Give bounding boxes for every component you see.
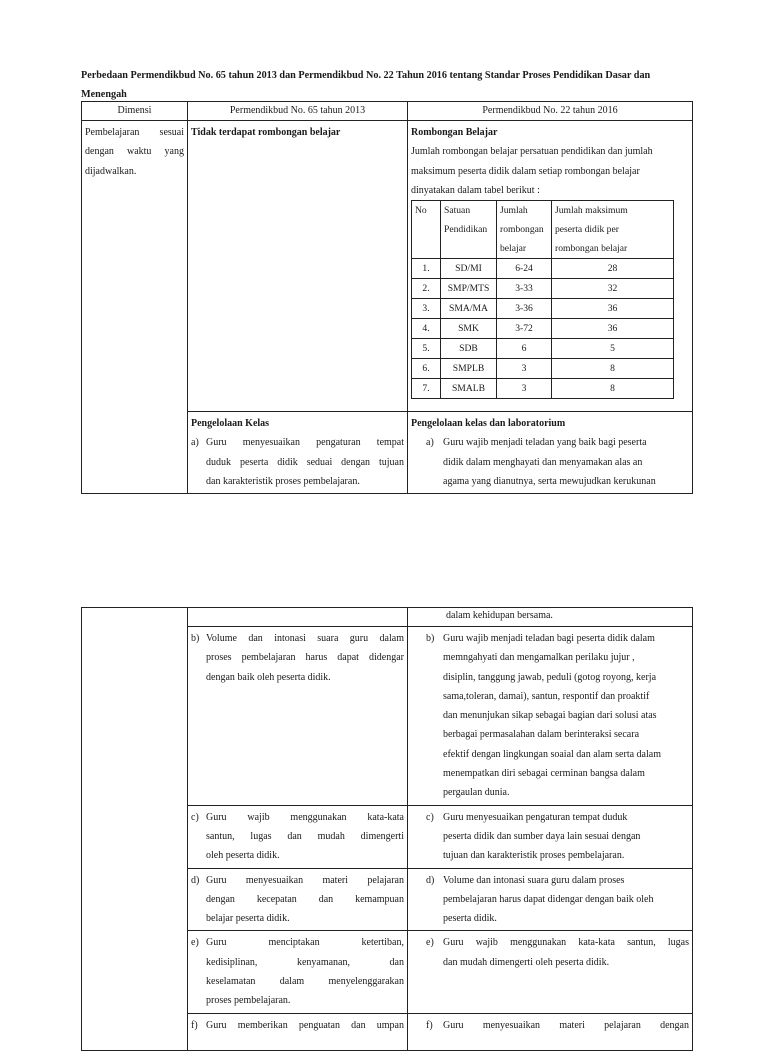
- item-label: d): [426, 874, 435, 886]
- table-row: [412, 339, 674, 359]
- header-dimensi: Dimensi: [82, 102, 188, 121]
- cell-maks: 8: [552, 359, 674, 379]
- cell-rombel: 3-36: [497, 299, 552, 319]
- list-item: [411, 871, 689, 929]
- inner-header-jumlah-maks: Jumlah maksimum peserta didik per rombongan belajar: [552, 201, 674, 259]
- item-line: agama yang dianutnya, serta mewujudkan kerukunan: [443, 475, 656, 487]
- item-line: tujuan dan karakteristik proses pembelajaran.: [443, 850, 625, 862]
- item-b-right-cell: [408, 627, 693, 806]
- list-item: [411, 1016, 689, 1035]
- rombongan-2016-heading: Rombongan Belajar: [411, 127, 498, 138]
- item-line: santun, lugas dan mudah dimengerti: [206, 830, 404, 842]
- inner-header-no: No: [412, 201, 441, 259]
- rombongan-2016-line-3: dinyatakan dalam tabel berikut :: [411, 184, 540, 196]
- item-label: b): [191, 633, 200, 644]
- table-row: [412, 299, 674, 319]
- rombongan-2013-cell: [188, 121, 408, 412]
- cell-satuan: SMPLB: [441, 359, 497, 379]
- item-e-right-cell: [408, 931, 693, 1013]
- cell-no: 5.: [412, 339, 441, 359]
- item-line: keselamatan dalam menyelenggarakan: [206, 976, 404, 988]
- cell-rombel: 3: [497, 379, 552, 399]
- rombongan-2016-line-2: maksimum peserta didik dalam setiap rombongan belajar: [411, 165, 640, 177]
- item-line: dengan kecepatan dan kemampuan: [206, 893, 404, 905]
- item-line: Guru menciptakan ketertiban,: [206, 937, 404, 949]
- list-item: [411, 433, 689, 491]
- item-line: Guru menyesuaikan materi pelajaran: [206, 874, 404, 886]
- pengelolaan-2013-heading: Pengelolaan Kelas: [191, 418, 270, 429]
- item-line: peserta didik.: [443, 913, 497, 925]
- item-line: proses pembelajaran harus dapat didengar: [206, 652, 404, 664]
- item-line: Guru wajib menjadi teladan yang baik bagi peserta: [443, 437, 647, 449]
- item-label: b): [426, 633, 435, 644]
- cell-rombel: 3-33: [497, 279, 552, 299]
- cell-maks: 32: [552, 279, 674, 299]
- list-item: [191, 433, 404, 491]
- cell-satuan: SMK: [441, 319, 497, 339]
- inner-header-jumlah-rombel: Jumlah rombongan belajar: [497, 201, 552, 259]
- pengelolaan-2016-heading: Pengelolaan kelas dan laboratorium: [411, 418, 566, 429]
- item-label: e): [191, 937, 199, 949]
- cell-no: 2.: [412, 279, 441, 299]
- pengelolaan-2016-cell: [408, 412, 693, 494]
- continuation-line: dalam kehidupan bersama.: [446, 610, 553, 621]
- item-label: c): [191, 811, 199, 823]
- cell-rombel: 3-72: [497, 319, 552, 339]
- item-f-left-cell: [188, 1013, 408, 1050]
- item-line: pembelajaran harus dapat didengar dengan baik oleh: [443, 893, 654, 905]
- table-row: [412, 359, 674, 379]
- document-title: [81, 66, 701, 104]
- cell-maks: 36: [552, 299, 674, 319]
- item-line: disiplin, tanggung jawab, peduli (gotog royong, kerja: [443, 671, 657, 683]
- item-b-left-cell: [188, 627, 408, 806]
- item-label: e): [426, 937, 434, 949]
- dimension-line-1: Pembelajaran sesuai: [85, 127, 184, 138]
- cell-maks: 36: [552, 319, 674, 339]
- cell-rombel: 3: [497, 359, 552, 379]
- item-line: Guru memberikan penguatan dan umpan: [206, 1019, 404, 1031]
- header-permendikbud-22: Permendikbud No. 22 tahun 2016: [408, 102, 693, 121]
- item-f-right-cell: [408, 1013, 693, 1050]
- item-line: dan mudah dimengerti oleh peserta didik.: [443, 956, 610, 968]
- table-row: [412, 259, 674, 279]
- table-row: [412, 379, 674, 399]
- item-line: Guru wajib menggunakan kata-kata: [206, 811, 404, 823]
- list-item: [191, 808, 404, 866]
- item-line: dengan baik oleh peserta didik.: [206, 671, 331, 683]
- item-label: a): [191, 437, 199, 449]
- comparison-table-page-1: [81, 101, 693, 494]
- inner-table-header-row: [412, 201, 674, 259]
- rombongan-2016-line-1: Jumlah rombongan belajar persatuan pendidikan dan jumlah: [411, 146, 653, 158]
- table-header-row: [82, 102, 693, 121]
- cell-no: 7.: [412, 379, 441, 399]
- item-line: oleh peserta didik.: [206, 850, 280, 862]
- title-line-1: Perbedaan Permendikbud No. 65 tahun 2013 dan Permendikbud No. 22 Tahun 2016 tentang Standar Proses Pendidikan Dasar dan: [81, 70, 651, 81]
- item-line: dan karakteristik proses pembelajaran.: [206, 475, 360, 487]
- item-label: d): [191, 874, 200, 886]
- comparison-table-page-2: [81, 607, 693, 1051]
- item-line: peserta didik dan sumber daya lain sesuai dengan: [443, 830, 641, 842]
- dimension-line-2: dengan waktu yang: [85, 146, 184, 158]
- cell-no: 6.: [412, 359, 441, 379]
- item-line: Volume dan intonasi suara guru dalam: [206, 633, 404, 644]
- header-permendikbud-65: Permendikbud No. 65 tahun 2013: [188, 102, 408, 121]
- item-line: kedisiplinan, kenyamanan, dan: [206, 956, 404, 968]
- continuation-right-cell: [408, 608, 693, 627]
- cell-maks: 28: [552, 259, 674, 279]
- cell-satuan: SD/MI: [441, 259, 497, 279]
- cell-no: 3.: [412, 299, 441, 319]
- item-c-left-cell: [188, 805, 408, 868]
- item-line: efektif dengan lingkungan soaial dan alam serta dalam: [443, 748, 661, 760]
- item-line: Volume dan intonasi suara guru dalam proses: [443, 874, 625, 886]
- table-row: [412, 279, 674, 299]
- item-line: Guru wajib menjadi teladan bagi peserta didik dalam: [443, 633, 655, 644]
- item-line: dan menunjukan sikap sebagai bagian dari solusi atas: [443, 710, 657, 722]
- table-row-continuation: [82, 608, 693, 627]
- item-line: memngahyati dan mengamalkan perilaku jujur ,: [443, 652, 635, 664]
- item-line: berbagai permasalahan dalam berinteraksi secara: [443, 729, 640, 741]
- cell-maks: 8: [552, 379, 674, 399]
- item-line: pergaulan dunia.: [443, 787, 510, 799]
- item-e-left-cell: [188, 931, 408, 1013]
- cell-rombel: 6: [497, 339, 552, 359]
- item-line: menempatkan diri sebagai cerminan bangsa dalam: [443, 768, 645, 780]
- item-line: didik dalam menghayati dan menyamakan alas an: [443, 456, 643, 468]
- cell-satuan: SMA/MA: [441, 299, 497, 319]
- item-line: duduk peserta didik seduai dengan tujuan: [206, 456, 404, 468]
- list-item: [191, 629, 404, 687]
- item-label: f): [191, 1019, 198, 1031]
- item-line: belajar peserta didik.: [206, 913, 290, 925]
- item-line: sama,toleran, damai), santun, respontif dan proaktif: [443, 690, 650, 702]
- item-line: Guru menyesuaikan materi pelajaran dengan: [443, 1019, 689, 1031]
- list-item: [411, 808, 689, 866]
- item-d-left-cell: [188, 868, 408, 931]
- cell-satuan: SMP/MTS: [441, 279, 497, 299]
- dimension-line-3: dijadwalkan.: [85, 165, 137, 177]
- continuation-left-cell: [188, 608, 408, 627]
- item-label: c): [426, 811, 434, 823]
- cell-no: 4.: [412, 319, 441, 339]
- cell-maks: 5: [552, 339, 674, 359]
- title-line-2: Menengah: [81, 89, 127, 100]
- inner-header-satuan: Satuan Pendidikan: [441, 201, 497, 259]
- list-item: [191, 871, 404, 929]
- rombongan-2013-text: Tidak terdapat rombongan belajar: [191, 127, 341, 138]
- item-line: Guru menyesuaikan pengaturan tempat: [206, 437, 404, 449]
- item-d-right-cell: [408, 868, 693, 931]
- list-item: [411, 629, 689, 803]
- cell-no: 1.: [412, 259, 441, 279]
- dimension-cell: [82, 121, 188, 494]
- item-label: a): [426, 437, 434, 449]
- cell-satuan: SDB: [441, 339, 497, 359]
- item-label: f): [426, 1019, 433, 1031]
- table-row: [412, 319, 674, 339]
- item-line: Guru menyesuaikan pengaturan tempat duduk: [443, 811, 628, 823]
- item-line: proses pembelajaran.: [206, 995, 291, 1007]
- cell-rombel: 6-24: [497, 259, 552, 279]
- dimension-cell-continued: [82, 608, 188, 1051]
- cell-satuan: SMALB: [441, 379, 497, 399]
- pengelolaan-2013-cell: [188, 412, 408, 494]
- rombongan-2016-cell: [408, 121, 693, 412]
- rombel-inner-table: [411, 200, 674, 399]
- list-item: [191, 933, 404, 1010]
- item-c-right-cell: [408, 805, 693, 868]
- list-item: [411, 933, 689, 972]
- item-line: Guru wajib menggunakan kata-kata santun, lugas: [443, 937, 689, 949]
- list-item: [191, 1016, 404, 1035]
- table-row-rombongan: [82, 121, 693, 412]
